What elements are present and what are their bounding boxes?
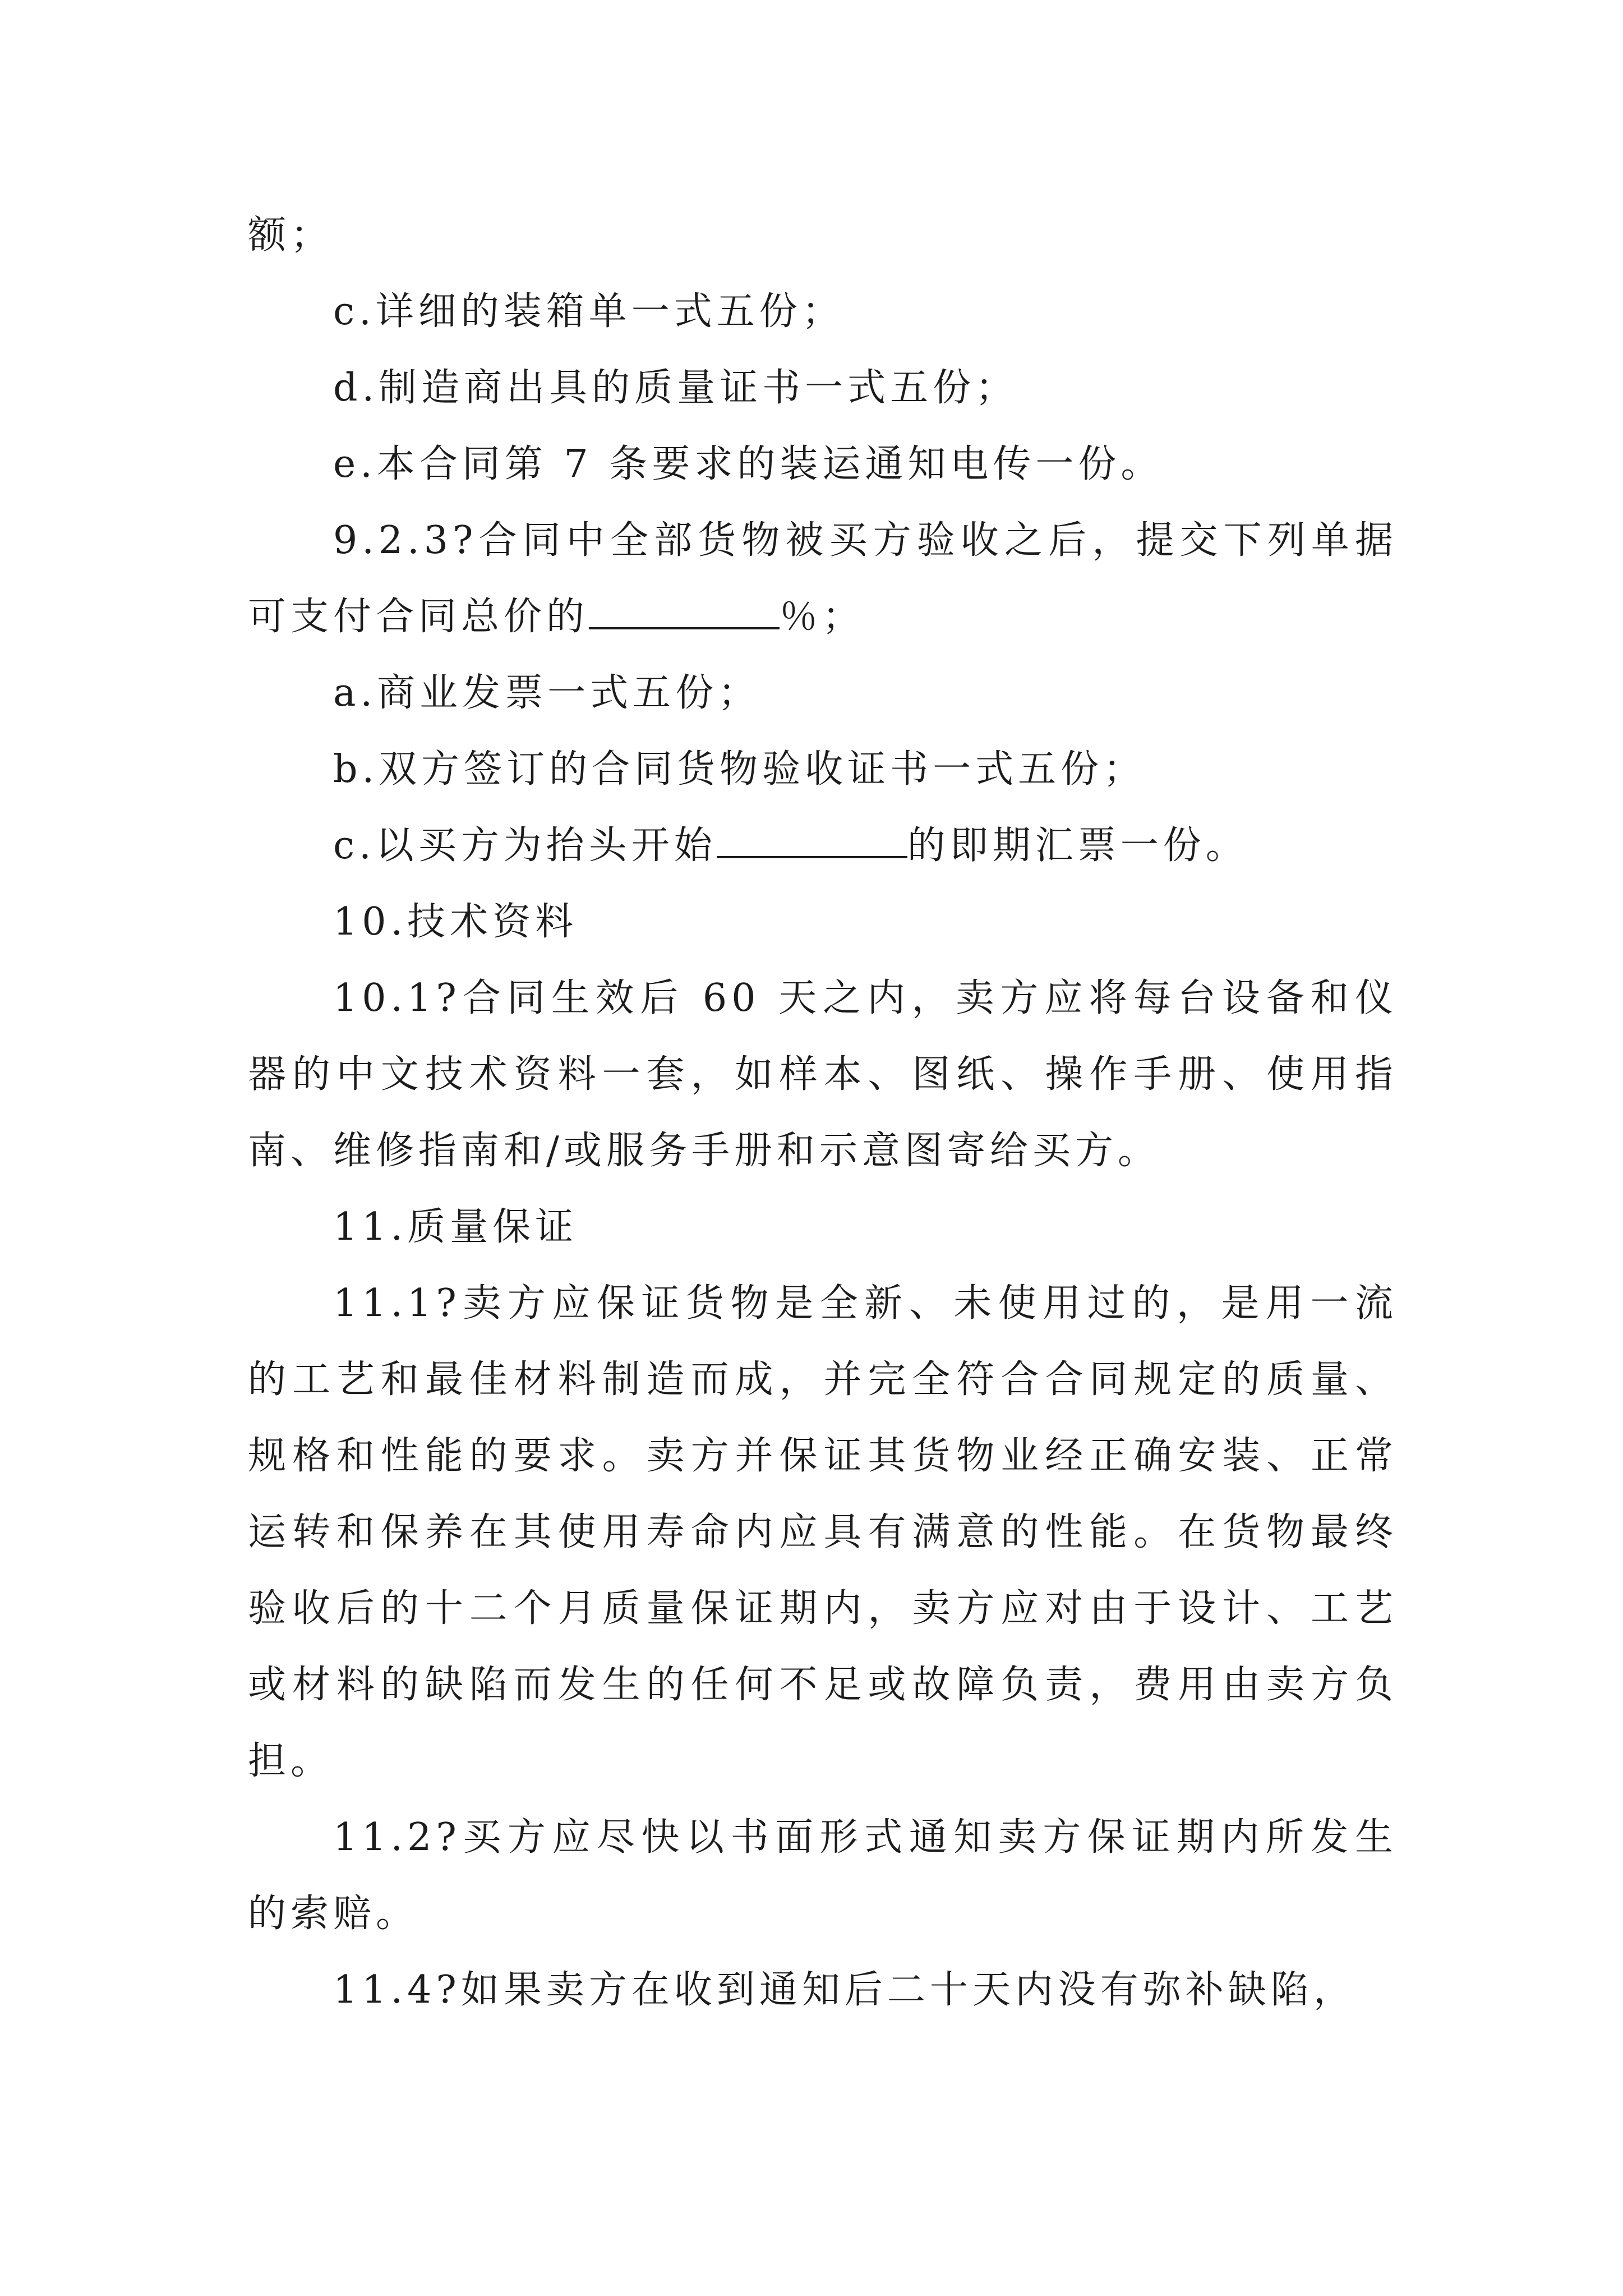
list-item-acceptance-certificate <box>248 731 1398 808</box>
clause-11-1 <box>248 1266 1398 1800</box>
paragraph-text: 11.2?买方应尽快以书面形式通知卖方保证期内所发生的索赔。 <box>248 1815 1398 1936</box>
paragraph-text: 11.质量保证 <box>333 1205 578 1249</box>
paragraph <box>248 197 1398 274</box>
paragraph-text: 9.2.3?合同中全部货物被买方验收之后，提交下列单据可支付合同总价的 <box>248 518 1398 639</box>
section-heading-technical-data <box>248 884 1398 960</box>
paragraph-text: c.以买方为抬头开始 <box>333 823 717 868</box>
paragraph-text: 10.技术资料 <box>333 900 578 944</box>
paragraph-text-suffix: ％； <box>780 595 865 639</box>
list-item-sight-draft <box>248 808 1398 884</box>
clause-10-1 <box>248 960 1398 1189</box>
paragraph-text: b.双方签订的合同货物验收证书一式五份； <box>333 747 1146 792</box>
clause-9-2-3 <box>248 503 1398 655</box>
list-item-commercial-invoice <box>248 655 1398 731</box>
paragraph-text: c.详细的装箱单一式五份； <box>333 289 845 334</box>
list-item-packing-list <box>248 274 1398 350</box>
paragraph-text: 11.1?卖方应保证货物是全新、未使用过的，是用一流的工艺和最佳材料制造而成，并完全符合合同规定的质量、规格和性能的要求。卖方并保证其货物业经正确安装、正常运转和保养在其使用寿命内应具有满意的性能。在货物最终验收后的十二个月质量保证期内，卖方应对由于设计、工艺或材料的缺陷而发生的任何不足或故障负责，费用由卖方负担。 <box>248 1281 1398 1783</box>
clause-11-2 <box>248 1800 1398 1952</box>
list-item-quality-certificate <box>248 350 1398 426</box>
paragraph-text: 额； <box>248 213 334 257</box>
clause-11-4 <box>248 1952 1398 2028</box>
paragraph-text: 10.1?合同生效后 60 天之内，卖方应将每台设备和仪器的中文技术资料一套，如样本、图纸、操作手册、使用指南、维修指南和/或服务手册和示意图寄给买方。 <box>248 976 1398 1173</box>
fill-in-blank-drawer <box>717 816 907 858</box>
paragraph-text: a.商业发票一式五份； <box>333 671 761 715</box>
paragraph-text: 11.4?如果卖方在收到通知后二十天内没有弥补缺陷， <box>333 1968 1356 2012</box>
fill-in-blank-percentage <box>589 587 780 629</box>
list-item-shipping-notice <box>248 426 1398 503</box>
section-heading-quality-warranty <box>248 1189 1398 1266</box>
paragraph-text-suffix: 的即期汇票一份。 <box>907 823 1248 868</box>
document-body <box>248 197 1398 2028</box>
paragraph-text: d.制造商出具的质量证书一式五份； <box>333 366 1018 410</box>
paragraph-text: e.本合同第 7 条要求的装运通知电传一份。 <box>333 442 1164 486</box>
